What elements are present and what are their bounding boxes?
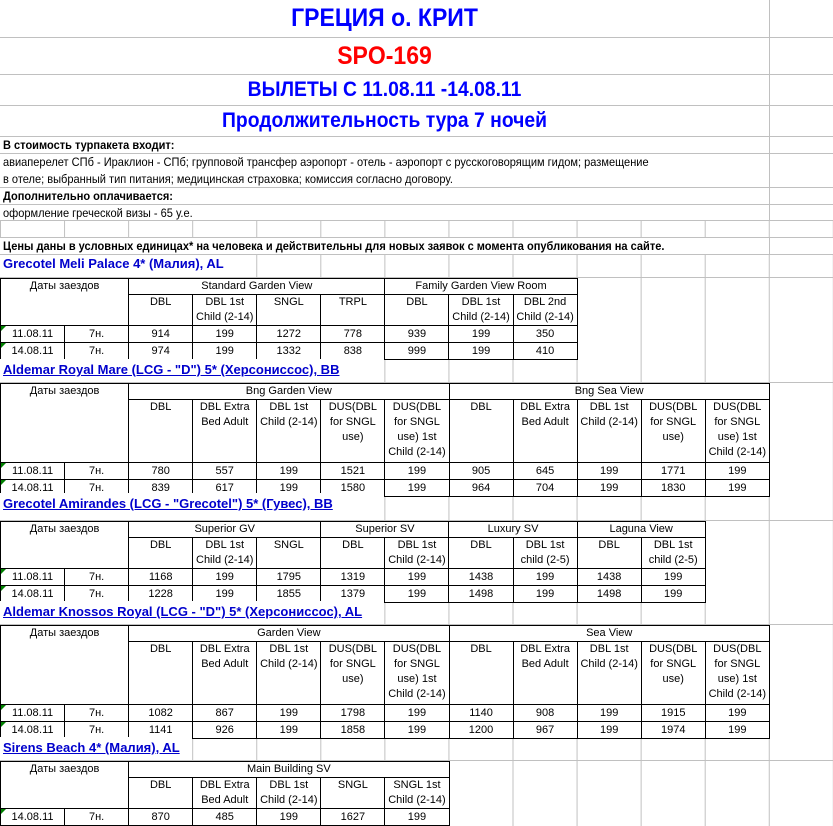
column-header: DBL 1st Child (2-14)	[193, 538, 257, 569]
price-cell: 199	[641, 586, 705, 603]
price-cell: 199	[193, 586, 257, 603]
price-table	[0, 625, 770, 739]
room-type-header: Main Building SV	[129, 762, 449, 778]
column-header: DBL 1st child (2-5)	[513, 538, 577, 569]
column-header: SNGL 1st Child (2-14)	[385, 778, 449, 809]
spo-row	[0, 38, 833, 75]
table-row	[1, 326, 578, 343]
price-cell: 1228	[129, 586, 193, 603]
column-header: DBL 1st child (2-5)	[641, 538, 705, 569]
price-cell: 199	[513, 569, 577, 586]
price-cell: 974	[129, 343, 193, 360]
price-cell: 199	[705, 705, 769, 722]
price-cell: 1798	[321, 705, 385, 722]
arrival-date: 11.08.11	[1, 569, 65, 586]
group-header-row	[1, 762, 450, 778]
arrival-date: 11.08.11	[1, 463, 65, 480]
price-cell: 964	[449, 480, 513, 497]
hotel-name-row	[0, 359, 833, 383]
price-cell: 1858	[321, 722, 385, 739]
page-title: ГРЕЦИЯ о. КРИТ	[291, 4, 478, 32]
price-cell: 199	[577, 480, 641, 497]
nights: 7н.	[65, 705, 129, 722]
included-label-row	[0, 137, 833, 154]
column-header: DBL Extra Bed Adult	[193, 778, 257, 809]
column-header: DUS(DBL for SNGL use) 1st Child (2-14)	[705, 642, 769, 705]
arrival-date: 14.08.11	[1, 809, 65, 826]
price-cell: 1141	[129, 722, 193, 739]
group-header-row	[1, 279, 578, 295]
column-header: DBL	[129, 778, 193, 809]
price-cell: 199	[705, 463, 769, 480]
price-cell: 778	[321, 326, 385, 343]
price-cell: 839	[129, 480, 193, 497]
table-row	[1, 569, 706, 586]
column-header: DBL Extra Bed Adult	[513, 642, 577, 705]
title-row	[0, 0, 833, 38]
price-cell: 939	[385, 326, 449, 343]
price-cell: 1438	[577, 569, 641, 586]
price-cell: 199	[449, 326, 513, 343]
room-type-header: Standard Garden View	[129, 279, 385, 295]
price-cell: 1580	[321, 480, 385, 497]
price-cell: 967	[513, 722, 577, 739]
blank-row	[0, 221, 833, 238]
price-cell: 199	[385, 586, 449, 603]
prices-note: Цены даны в условных единицах* на человека и действительны для новых заявок с момента опубликования на сайте.	[3, 239, 665, 253]
price-cell: 1168	[129, 569, 193, 586]
price-cell: 1332	[257, 343, 321, 360]
nights: 7н.	[65, 463, 129, 480]
price-cell: 199	[193, 343, 257, 360]
price-cell: 617	[193, 480, 257, 497]
column-header: DBL	[129, 400, 193, 463]
arrival-date: 11.08.11	[1, 326, 65, 343]
extra-text-row	[0, 205, 833, 221]
arrival-date: 11.08.11	[1, 705, 65, 722]
departures-dates: ВЫЛЕТЫ С 11.08.11 -14.08.11	[247, 78, 522, 101]
price-cell: 1771	[641, 463, 705, 480]
column-header: DUS(DBL for SNGL use) 1st Child (2-14)	[705, 400, 769, 463]
column-header: DBL	[129, 295, 193, 326]
table-row	[1, 463, 770, 480]
nights: 7н.	[65, 586, 129, 603]
price-cell: 1140	[449, 705, 513, 722]
table-row	[1, 343, 578, 360]
group-header-row	[1, 384, 770, 400]
column-header: DUS(DBL for SNGL use) 1st Child (2-14)	[385, 400, 449, 463]
price-cell: 199	[385, 463, 449, 480]
nights: 7н.	[65, 722, 129, 739]
price-cell: 199	[385, 722, 449, 739]
column-header: DBL 1st Child (2-14)	[257, 778, 321, 809]
arrival-date: 14.08.11	[1, 586, 65, 603]
room-type-header: Sea View	[449, 626, 769, 642]
column-header: DBL	[385, 295, 449, 326]
hotel-name-link[interactable]: Grecotel Meli Palace 4* (Малия), AL	[3, 256, 224, 271]
price-cell: 914	[129, 326, 193, 343]
column-header: DBL Extra Bed Adult	[193, 400, 257, 463]
arrival-date: 14.08.11	[1, 722, 65, 739]
column-header: DBL	[449, 400, 513, 463]
price-cell: 908	[513, 705, 577, 722]
price-cell: 557	[193, 463, 257, 480]
price-cell: 780	[129, 463, 193, 480]
column-header: DBL	[449, 642, 513, 705]
column-header: TRPL	[321, 295, 385, 326]
hotel-name-link[interactable]: Aldemar Royal Mare (LCG - "D") 5* (Херсониссос), BB	[3, 362, 340, 377]
price-cell: 1438	[449, 569, 513, 586]
price-cell: 199	[577, 722, 641, 739]
hotel-name-row	[0, 737, 833, 761]
dates-header: Даты заездов	[1, 384, 129, 463]
price-cell: 199	[705, 722, 769, 739]
arrival-date: 14.08.11	[1, 343, 65, 360]
price-table	[0, 383, 770, 497]
room-type-header: Laguna View	[577, 522, 705, 538]
nights: 7н.	[65, 326, 129, 343]
price-cell: 199	[257, 705, 321, 722]
price-cell: 1915	[641, 705, 705, 722]
price-cell: 199	[577, 463, 641, 480]
price-cell: 905	[449, 463, 513, 480]
column-header: DBL 1st Child (2-14)	[385, 538, 449, 569]
price-cell: 1082	[129, 705, 193, 722]
column-header: DBL 1st Child (2-14)	[577, 642, 641, 705]
room-type-header: Bng Sea View	[449, 384, 769, 400]
price-cell: 999	[385, 343, 449, 360]
hotel-name-row	[0, 601, 833, 625]
column-header: DBL Extra Bed Adult	[513, 400, 577, 463]
room-type-header: Family Garden View Room	[385, 279, 577, 295]
column-header: DBL	[129, 538, 193, 569]
dates-header: Даты заездов	[1, 522, 129, 569]
price-cell: 199	[257, 463, 321, 480]
included-text-row	[0, 154, 833, 188]
nights: 7н.	[65, 809, 129, 826]
hotel-name-link[interactable]: Aldemar Knossos Royal (LCG - "D") 5* (Херсониссос), AL	[3, 604, 363, 619]
price-table	[0, 278, 578, 360]
table-row	[1, 722, 770, 739]
tour-duration: Продолжительность тура 7 ночей	[222, 109, 547, 132]
dates-header: Даты заездов	[1, 626, 129, 705]
group-header-row	[1, 522, 706, 538]
price-cell: 1498	[577, 586, 641, 603]
price-cell: 1200	[449, 722, 513, 739]
price-cell: 1379	[321, 586, 385, 603]
price-cell: 199	[385, 569, 449, 586]
column-header: DBL Extra Bed Adult	[193, 642, 257, 705]
price-cell: 1521	[321, 463, 385, 480]
hotel-name-row	[0, 255, 833, 278]
dates-header: Даты заездов	[1, 762, 129, 809]
price-cell: 199	[257, 480, 321, 497]
table-row	[1, 809, 450, 826]
hotel-name-row	[0, 493, 833, 521]
price-cell: 199	[513, 586, 577, 603]
room-type-header: Garden View	[129, 626, 449, 642]
price-cell: 1627	[321, 809, 385, 826]
table-row	[1, 705, 770, 722]
price-cell: 410	[513, 343, 577, 360]
price-cell: 199	[257, 809, 321, 826]
room-type-header: Luxury SV	[449, 522, 577, 538]
column-header: DBL 1st Child (2-14)	[449, 295, 513, 326]
price-cell: 870	[129, 809, 193, 826]
duration-row	[0, 106, 833, 137]
price-cell: 926	[193, 722, 257, 739]
column-header: DBL	[129, 642, 193, 705]
group-header-row	[1, 626, 770, 642]
price-table	[0, 521, 706, 603]
dates-header: Даты заездов	[1, 279, 129, 326]
price-cell: 485	[193, 809, 257, 826]
included-label: В стоимость турпакета входит:	[3, 138, 175, 152]
table-row	[1, 586, 706, 603]
nights: 7н.	[65, 480, 129, 497]
price-cell: 199	[193, 569, 257, 586]
price-cell: 350	[513, 326, 577, 343]
hotel-name-link[interactable]: Sirens Beach 4* (Малия), AL	[3, 740, 180, 755]
price-cell: 199	[577, 705, 641, 722]
price-cell: 1795	[257, 569, 321, 586]
column-header: SNGL	[257, 538, 321, 569]
price-cell: 867	[193, 705, 257, 722]
price-cell: 199	[385, 705, 449, 722]
departures-row	[0, 75, 833, 106]
price-cell: 199	[193, 326, 257, 343]
price-cell: 199	[257, 722, 321, 739]
price-cell: 704	[513, 480, 577, 497]
price-cell: 1498	[449, 586, 513, 603]
column-header: DBL 1st Child (2-14)	[577, 400, 641, 463]
hotel-name-link[interactable]: Grecotel Amirandes (LCG - "Grecotel") 5* (Гувес), BB	[3, 496, 333, 511]
room-type-header: Superior GV	[129, 522, 321, 538]
column-header: SNGL	[257, 295, 321, 326]
column-header: DBL 1st Child (2-14)	[193, 295, 257, 326]
column-header: DBL 2nd Child (2-14)	[513, 295, 577, 326]
column-header: DBL	[321, 538, 385, 569]
price-cell: 199	[385, 480, 449, 497]
price-cell: 1830	[641, 480, 705, 497]
column-header: DBL	[577, 538, 641, 569]
column-header: DUS(DBL for SNGL use)	[641, 400, 705, 463]
column-header: DUS(DBL for SNGL use)	[321, 642, 385, 705]
room-type-header: Bng Garden View	[129, 384, 449, 400]
column-header: DUS(DBL for SNGL use) 1st Child (2-14)	[385, 642, 449, 705]
spo-code: SPO-169	[337, 41, 432, 70]
price-cell: 1272	[257, 326, 321, 343]
column-header: DBL 1st Child (2-14)	[257, 400, 321, 463]
extra-label: Дополнительно оплачивается:	[3, 189, 173, 203]
column-header: DBL	[449, 538, 513, 569]
price-cell: 838	[321, 343, 385, 360]
arrival-date: 14.08.11	[1, 480, 65, 497]
nights: 7н.	[65, 343, 129, 360]
price-cell: 1855	[257, 586, 321, 603]
price-cell: 199	[385, 809, 449, 826]
price-cell: 1319	[321, 569, 385, 586]
price-cell: 645	[513, 463, 577, 480]
extra-text: оформление греческой визы - 65 у.е.	[3, 206, 193, 220]
price-cell: 199	[705, 480, 769, 497]
room-type-header: Superior SV	[321, 522, 449, 538]
price-cell: 199	[641, 569, 705, 586]
column-header: DUS(DBL for SNGL use)	[641, 642, 705, 705]
included-text-line2: в отеле; выбранный тип питания; медицинская страховка; комиссия согласно договору.	[3, 172, 453, 186]
price-cell: 1974	[641, 722, 705, 739]
prices-note-row	[0, 238, 833, 255]
price-table	[0, 761, 450, 826]
column-header: SNGL	[321, 778, 385, 809]
nights: 7н.	[65, 569, 129, 586]
column-header: DBL 1st Child (2-14)	[257, 642, 321, 705]
included-text-line1: авиаперелет СПб - Ираклион - СПб; групповой трансфер аэропорт - отель - аэропорт с русскоговорящим гидом; размещение	[3, 155, 649, 169]
price-cell: 199	[449, 343, 513, 360]
column-header: DUS(DBL for SNGL use)	[321, 400, 385, 463]
extra-label-row	[0, 188, 833, 205]
